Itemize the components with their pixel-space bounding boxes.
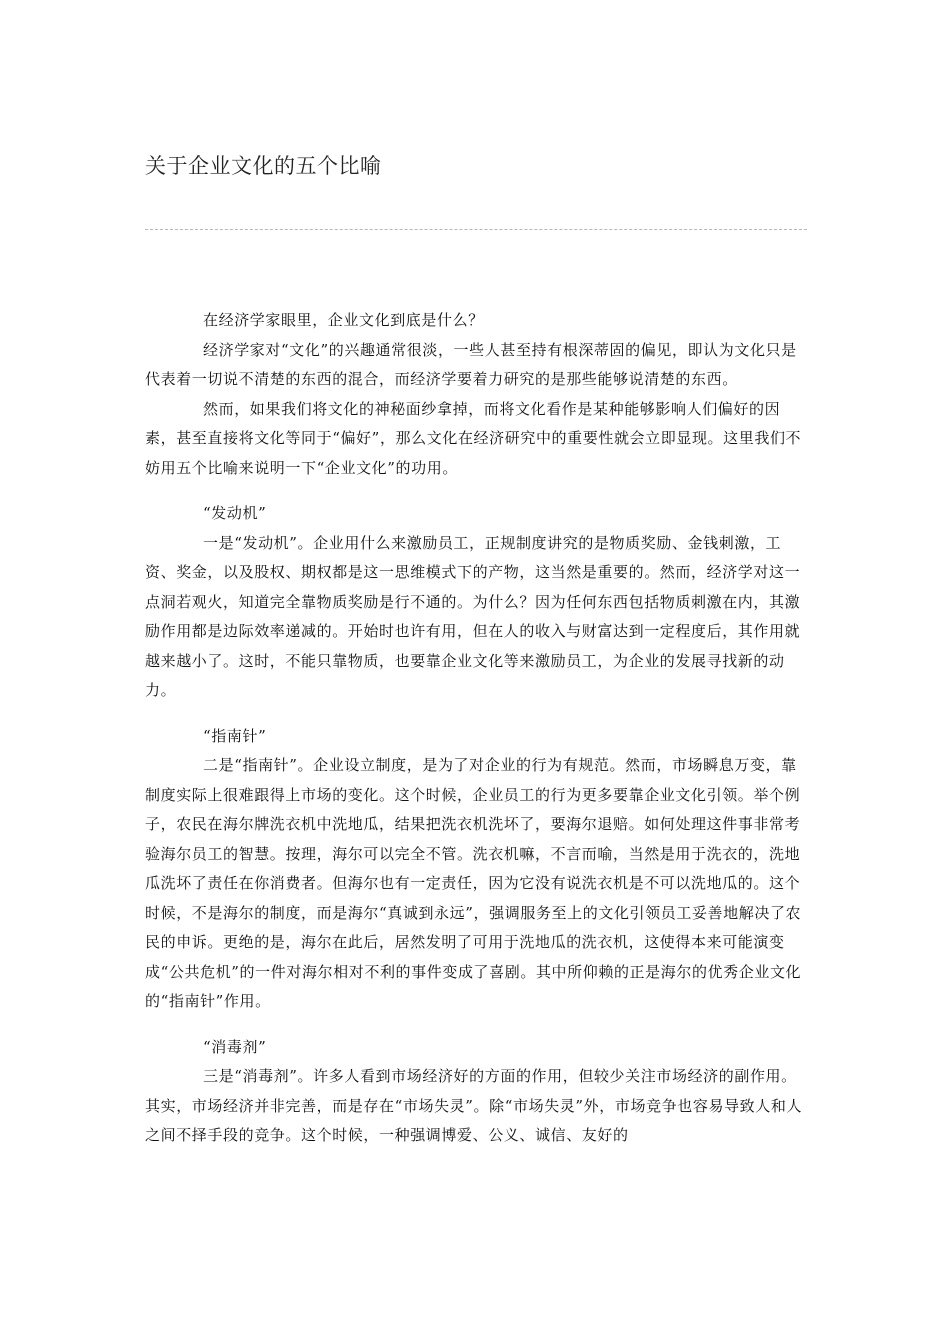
paragraph: 经济学家对“文化”的兴趣通常很淡，一些人甚至持有根深蒂固的偏见，即认为文化只是代表着一切说不清楚的东西的混合，而经济学要着力研究的是那些能够说清楚的东西。 [145, 340, 797, 388]
section-heading-engine: “发动机” [203, 504, 267, 522]
page-title: 关于企业文化的五个比喻 [145, 154, 382, 178]
section-heading-compass: “指南针” [203, 726, 267, 745]
article-body [145, 306, 807, 1151]
paragraph: 一是“发动机”。企业用什么来激励员工，正规制度讲究的是物质奖励、金钱刺激，工资、奖金，以及股权、期权都是这一思维模式下的产物，这当然是重要的。然而，经济学对这一点洞若观火，知道完全靠物质奖励是行不通的。为什么？因为任何东西包括物质刺激在内，其激励作用都是边际效率递减的。开始时也许有用，但在人的收入与财富达到一定程度后，其作用就越来越小了。这时，不能只靠物质，也要靠企业文化等来激励员工，为企业的发展寻找新的动力。 [145, 533, 801, 699]
dashed-divider [145, 229, 807, 230]
section-heading-disinfectant: “消毒剂” [203, 1037, 267, 1056]
paragraph: 然而，如果我们将文化的神秘面纱拿掉，而将文化看作是某种能够影响人们偏好的因素，甚至直接将文化等同于“偏好”，那么文化在经济研究中的重要性就会立即显现。这里我们不妨用五个比喻来说明一下“企业文化”的功用。 [145, 399, 802, 477]
paragraph: 在经济学家眼里，企业文化到底是什么？ [203, 311, 484, 329]
paragraph: 三是“消毒剂”。许多人看到市场经济好的方面的作用，但较少关注市场经济的副作用。其实，市场经济并非完善，而是存在“市场失灵”。除“市场失灵”外，市场竞争也容易导致人和人之间不择手段的竞争。这个时候，一种强调博爱、公义、诚信、友好的 [145, 1067, 803, 1144]
paragraph: 二是“指南针”。企业设立制度，是为了对企业的行为有规范。然而，市场瞬息万变，靠制度实际上很难跟得上市场的变化。这个时候，企业员工的行为更多要靠企业文化引领。举个例子，农民在海尔牌洗衣机中洗地瓜，结果把洗衣机洗坏了，要海尔退赔。如何处理这件事非常考验海尔员工的智慧。按理，海尔可以完全不管。洗衣机嘛，不言而喻，当然是用于洗衣的，洗地瓜洗坏了责任在你消费者。但海尔也有一定责任，因为它没有说洗衣机是不可以洗地瓜的。这个时候，不是海尔的制度，而是海尔“真诚到永远”，强调服务至上的文化引领员工妥善地解决了农民的申诉。更绝的是，海尔在此后，居然发明了可用于洗地瓜的洗衣机，这使得本来可能演变成“公共危机”的一件对海尔相对不利的事件变成了喜剧。其中所仰赖的正是海尔的优秀企业文化的“指南针”作用。 [145, 756, 802, 1010]
